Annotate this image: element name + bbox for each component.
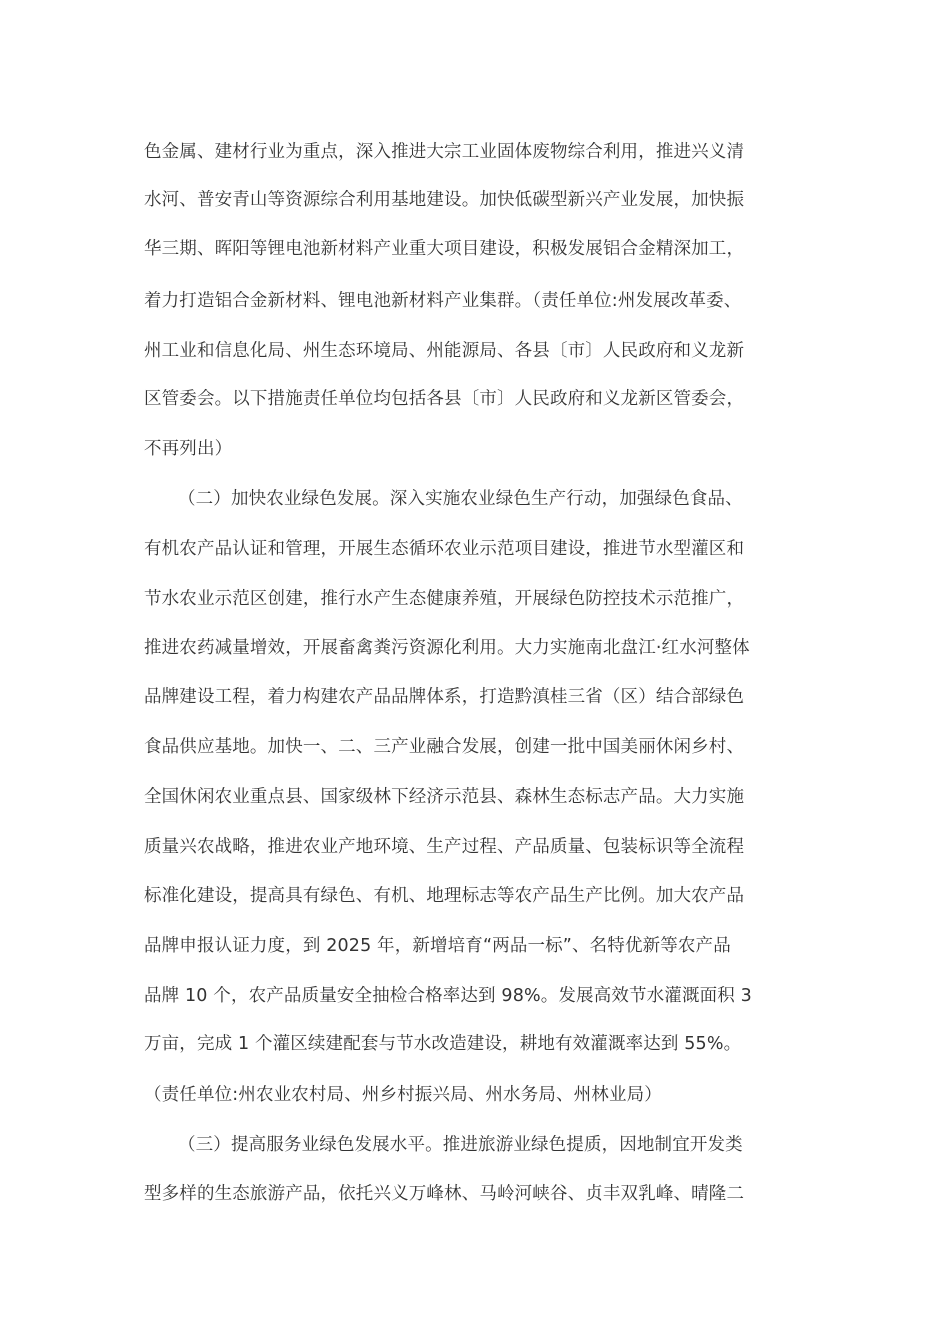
text-line: 推进农药减量增效，开展畜禽粪污资源化利用。大力实施南北盘江·红水河整体 [144,638,750,658]
text-line: 区管委会。以下措施责任单位均包括各县〔市〕人民政府和义龙新区管委会， [144,389,745,409]
text-line: 品牌 10 个，农产品质量安全抽检合格率达到 98%。发展高效节水灌溉面积 3 [144,986,752,1006]
text-line: 不再列出） [144,439,233,459]
text-line: 色金属、建材行业为重点，深入推进大宗工业固体废物综合利用，推进兴义清 [144,142,745,162]
section-heading-2: （二）加快农业绿色发展。深入实施农业绿色生产行动，加强绿色食品、 [178,489,743,509]
text-line: 全国休闲农业重点县、国家级林下经济示范县、森林生态标志产品。大力实施 [144,787,745,807]
text-line: 万亩，完成 1 个灌区续建配套与节水改造建设，耕地有效灌溉率达到 55%。 [144,1034,742,1054]
section-heading-3: （三）提高服务业绿色发展水平。推进旅游业绿色提质，因地制宜开发类 [178,1135,743,1155]
text-line: 州工业和信息化局、州生态环境局、州能源局、各县〔市〕人民政府和义龙新 [144,341,745,361]
text-line: 华三期、晖阳等锂电池新材料产业重大项目建设，积极发展铝合金精深加工， [144,239,745,259]
text-line: 标准化建设，提高具有绿色、有机、地理标志等农产品生产比例。加大农产品 [144,886,745,906]
text-line: 着力打造铝合金新材料、锂电池新材料产业集群。（责任单位:州发展改革委、 [144,291,742,311]
text-line: 食品供应基地。加快一、二、三产业融合发展，创建一批中国美丽休闲乡村、 [144,737,745,757]
text-line: （责任单位:州农业农村局、州乡村振兴局、州水务局、州林业局） [144,1085,662,1105]
text-line: 型多样的生态旅游产品，依托兴义万峰林、马岭河峡谷、贞丰双乳峰、晴隆二 [144,1184,745,1204]
text-line: 品牌建设工程，着力构建农产品品牌体系，打造黔滇桂三省（区）结合部绿色 [144,687,745,707]
text-line: 水河、普安青山等资源综合利用基地建设。加快低碳型新兴产业发展，加快振 [144,190,745,210]
text-line: 质量兴农战略，推进农业产地环境、生产过程、产品质量、包装标识等全流程 [144,837,745,857]
text-line: 有机农产品认证和管理，开展生态循环农业示范项目建设，推进节水型灌区和 [144,539,745,559]
text-line: 品牌申报认证力度，到 2025 年，新增培育“两品一标”、名特优新等农产品 [144,936,731,956]
text-line: 节水农业示范区创建，推行水产生态健康养殖，开展绿色防控技术示范推广， [144,589,745,609]
